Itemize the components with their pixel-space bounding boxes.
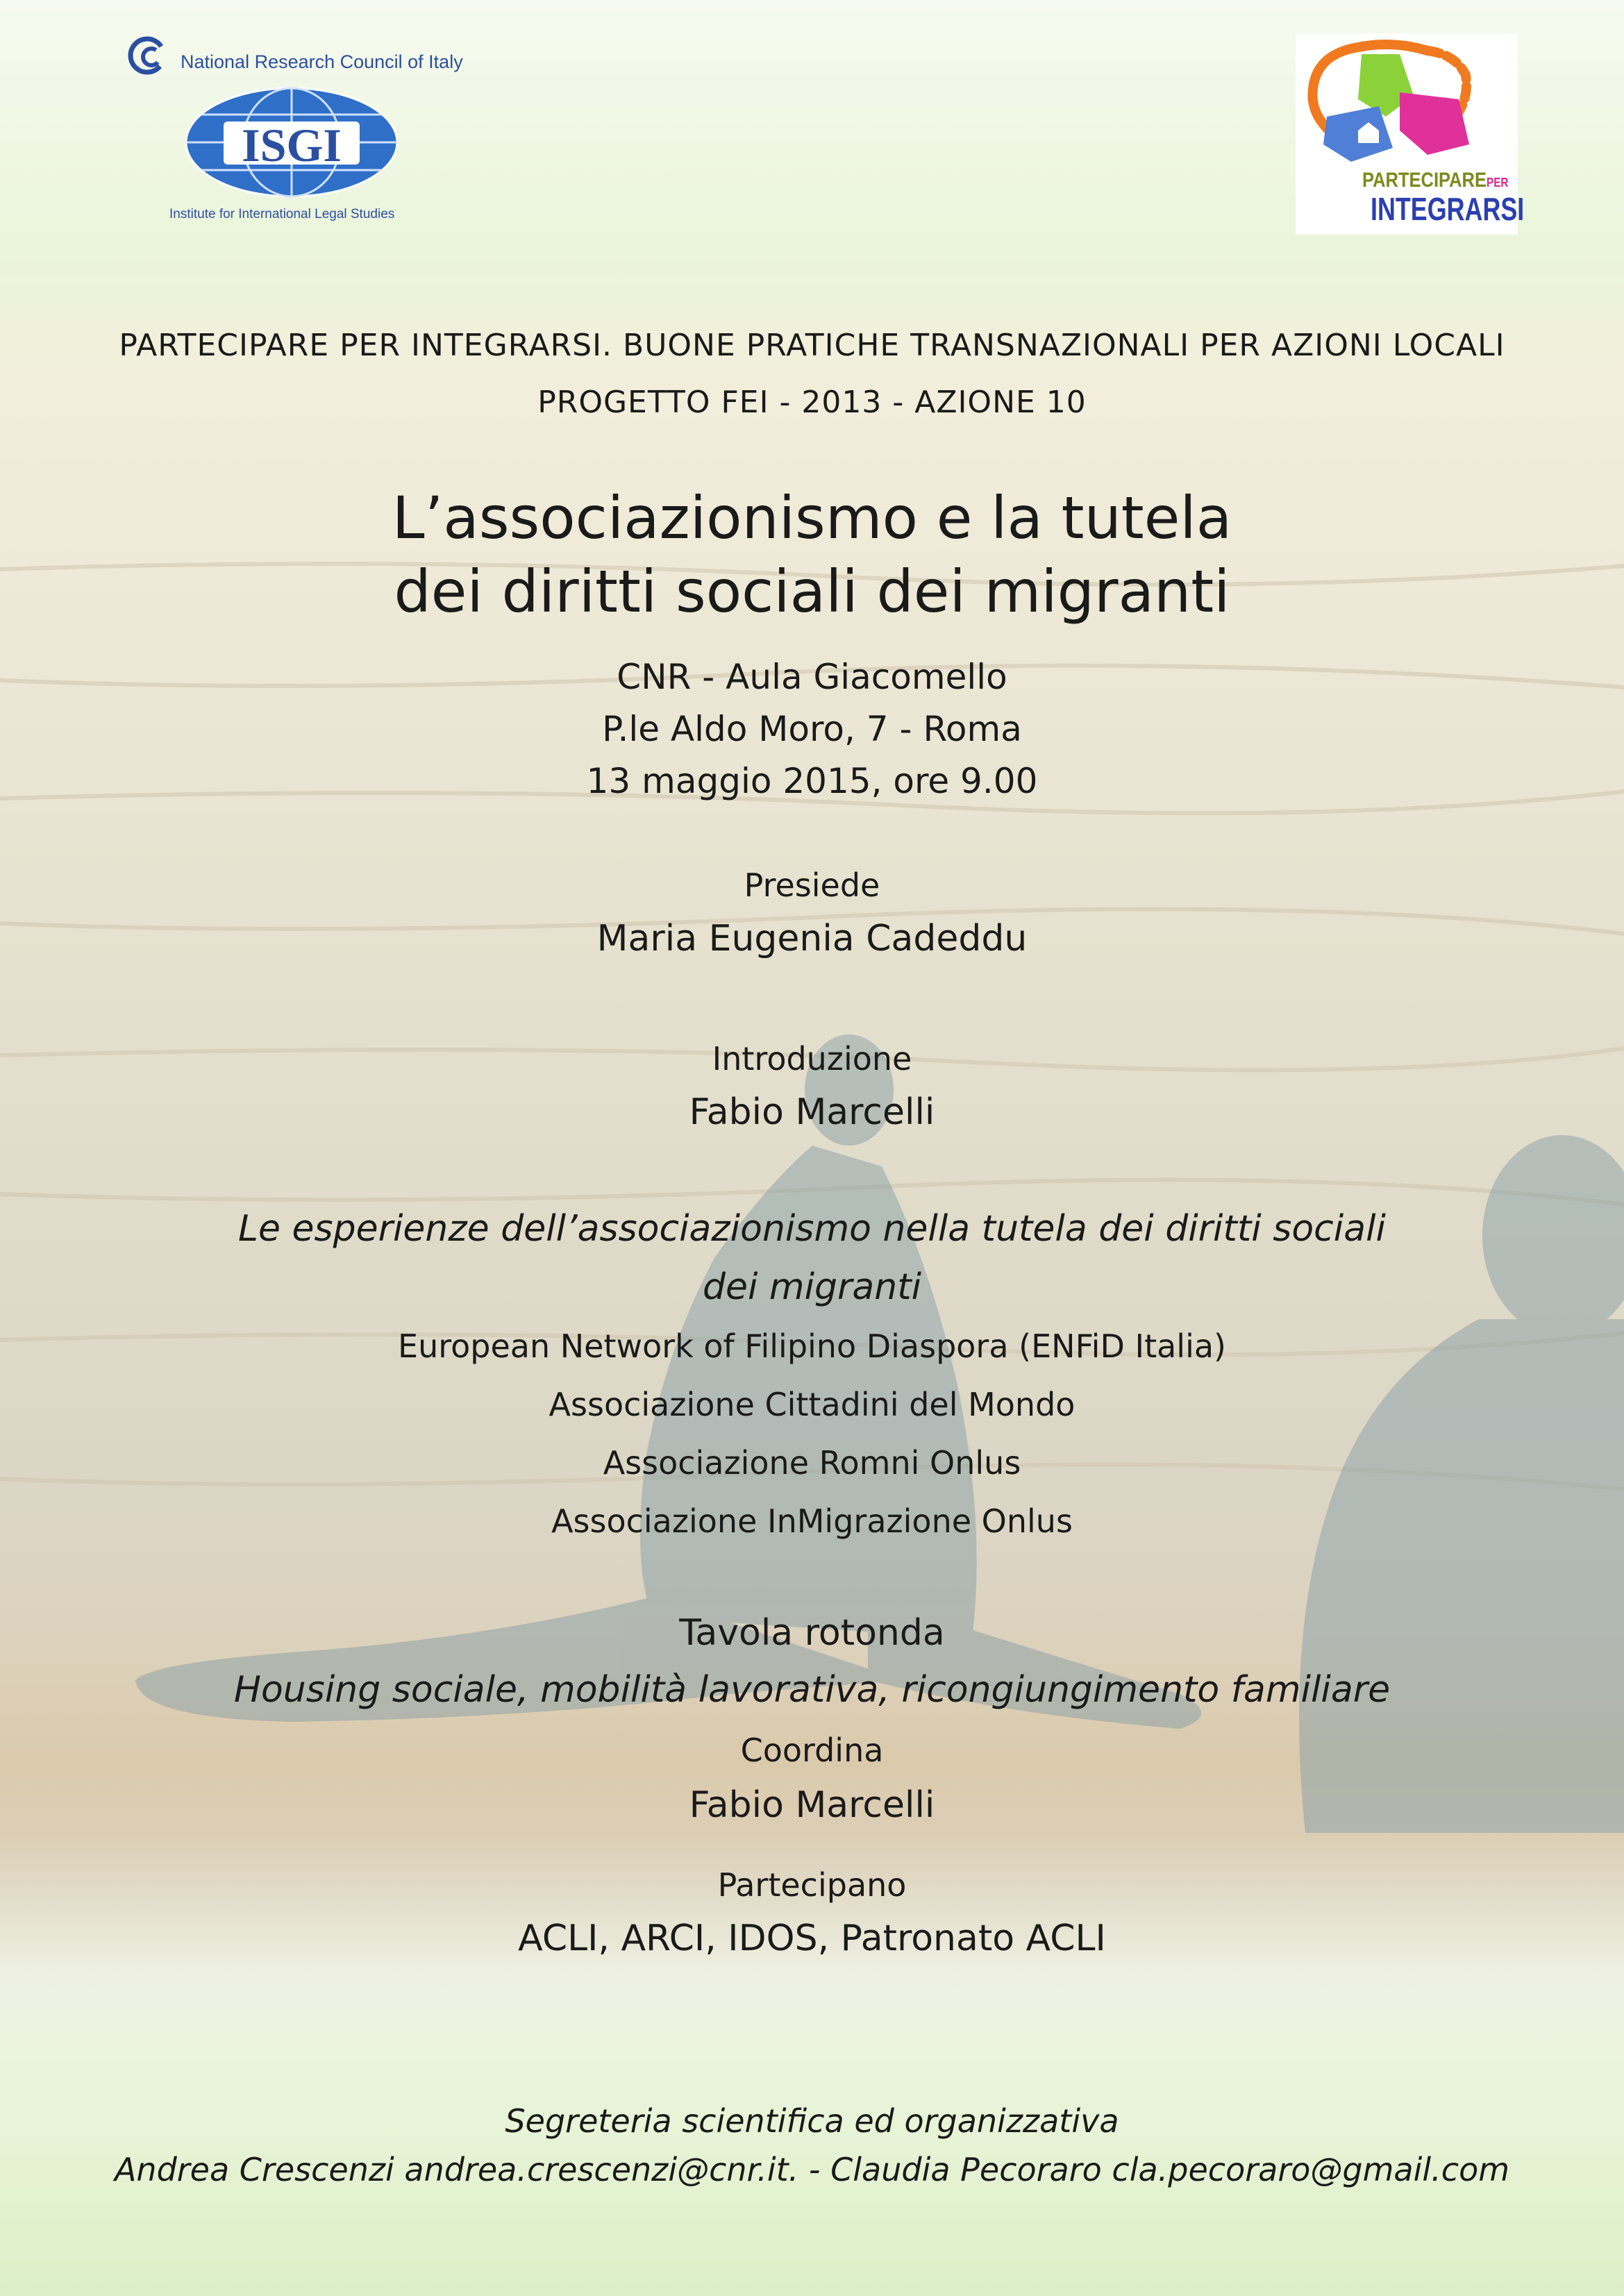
cnr-isgi-logo: [125, 35, 463, 243]
intro-name: Fabio Marcelli: [689, 1091, 935, 1133]
chair-name: Maria Eugenia Cadeddu: [596, 918, 1028, 960]
association-item: Associazione InMigrazione Onlus: [551, 1502, 1073, 1540]
chair-label: Presiede: [744, 866, 880, 904]
roundtable-topic: Housing sociale, mobilità lavorativa, ricongiungimento familiare: [233, 1669, 1391, 1711]
hands-icon: [1296, 33, 1518, 172]
coord-name: Fabio Marcelli: [689, 1784, 935, 1826]
venue-address: P.le Aldo Moro, 7 - Roma: [602, 709, 1022, 749]
session-title-line2: dei migranti: [702, 1266, 922, 1308]
project-logo: [1296, 33, 1525, 235]
isgi-subtitle: Institute for International Legal Studies: [169, 207, 395, 221]
footer-contacts: Andrea Crescenzi andrea.crescenzi@cnr.it. - Claudia Pecoraro cla.pecoraro@gmail.com: [114, 2151, 1510, 2188]
footer-title: Segreteria scientifica ed organizzativa: [505, 2102, 1119, 2140]
participants-list: ACLI, ARCI, IDOS, Patronato ACLI: [518, 1918, 1106, 1959]
association-item: Associazione Romni Onlus: [603, 1444, 1021, 1482]
venue-place: CNR - Aula Giacomello: [617, 657, 1007, 697]
cnr-text: National Research Council of Italy: [181, 51, 463, 72]
roundtable-label: Tavola rotonda: [679, 1612, 945, 1654]
project-logo-line1: PARTECIPAREPER: [1362, 169, 1509, 192]
association-item: Associazione Cittadini del Mondo: [549, 1386, 1075, 1423]
header-line2: PROGETTO FEI - 2013 - AZIONE 10: [537, 385, 1087, 420]
title-line2: dei diritti sociali dei migranti: [394, 558, 1230, 626]
isgi-acronym: ISGI: [242, 119, 342, 171]
intro-label: Introduzione: [712, 1040, 912, 1078]
header-line1: PARTECIPARE PER INTEGRARSI. BUONE PRATICHE TRANSNAZIONALI PER AZIONI LOCALI: [119, 328, 1505, 363]
coord-label: Coordina: [740, 1732, 884, 1769]
association-item: European Network of Filipino Diaspora (ENFiD Italia): [398, 1327, 1226, 1365]
project-logo-line2: INTEGRARSI: [1371, 191, 1525, 227]
session-title-line1: Le esperienze dell’associazionismo nella tutela dei diritti sociali: [238, 1208, 1386, 1250]
title-line1: L’associazionismo e la tutela: [392, 484, 1232, 552]
participants-label: Partecipano: [717, 1866, 907, 1904]
cnr-icon: [125, 35, 174, 76]
venue-datetime: 13 maggio 2015, ore 9.00: [586, 761, 1038, 801]
